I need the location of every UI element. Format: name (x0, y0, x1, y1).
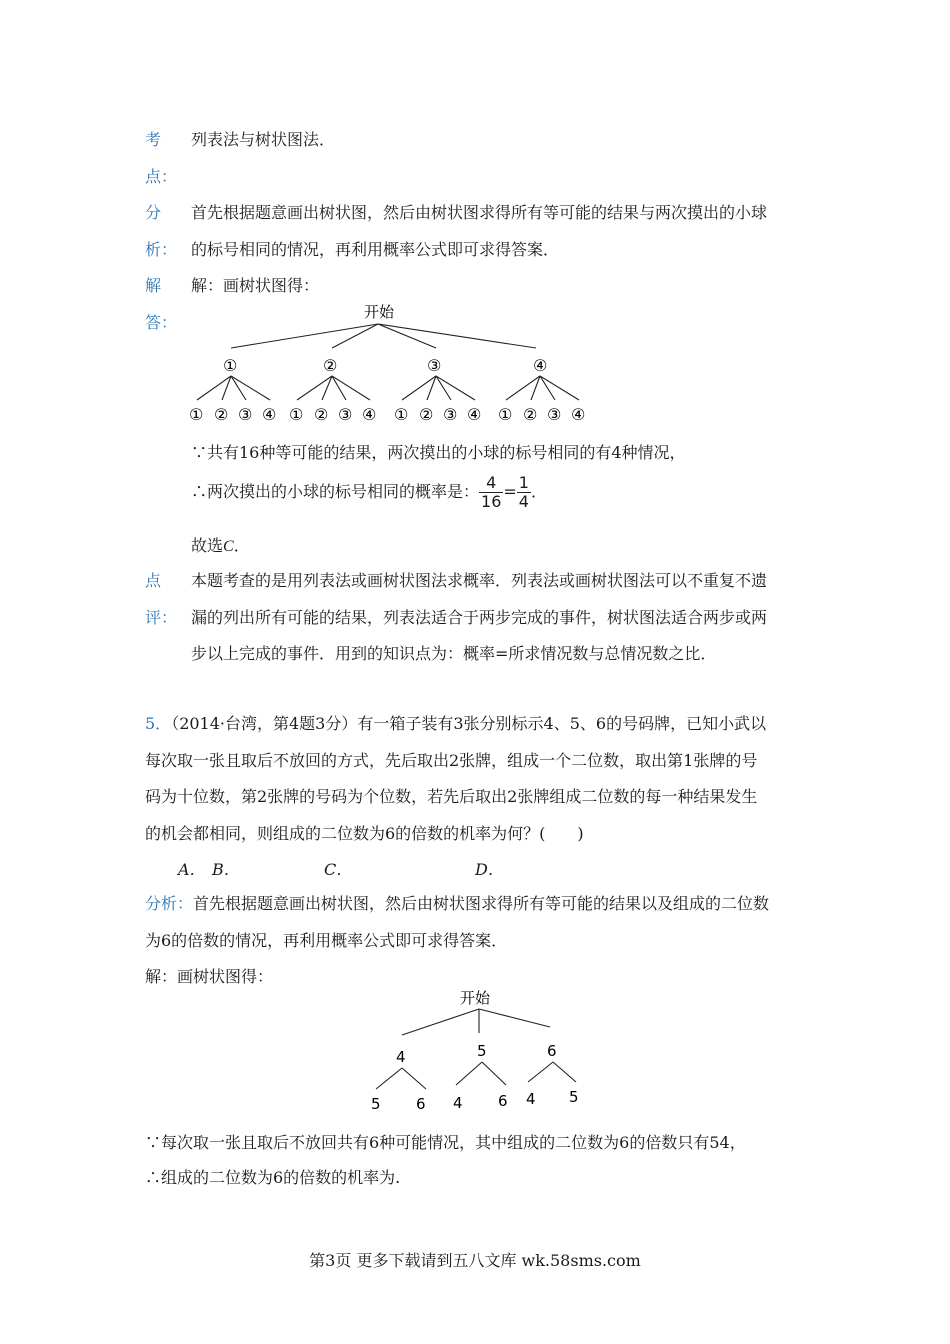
question5-therefore: ∴组成的二位数为6的倍数的机率为. (145, 1168, 401, 1187)
tree1-leaf: ③ (338, 405, 353, 424)
tree1-root: 开始 (364, 303, 395, 321)
tree-diagram-1 (180, 298, 600, 430)
tree1-leaf: ④ (362, 405, 377, 424)
tree1-leaf: ① (394, 405, 409, 424)
dianping-line-1: 本题考查的是用列表法或画树状图法求概率．列表法或画树状图法可以不重复不遗 (191, 571, 768, 590)
fenxi-line-1: 首先根据题意画出树状图，然后由树状图求得所有等可能的结果与两次摸出的小球 (191, 203, 768, 222)
tree1-leaf: ② (214, 405, 229, 424)
tree1-leaf: ④ (467, 405, 482, 424)
tree2-leaf: 5 (371, 1095, 381, 1113)
tree1-leaf: ④ (262, 405, 277, 424)
tree2-node-5: 5 (477, 1042, 487, 1060)
therefore-prefix: ∴两次摸出的小球的标号相同的概率是： (191, 482, 480, 501)
tree1-leaf: ③ (443, 405, 458, 424)
tree1-node-3: ③ (427, 356, 442, 375)
because-line: ∵共有16种等可能的结果，两次摸出的小球的标号相同的有4种情况， (191, 443, 686, 462)
tree1-leaf: ② (523, 405, 538, 424)
analysis-label: 分析： (145, 894, 194, 913)
fraction-numerator: 4 (479, 474, 503, 493)
dianping-label-2: 评： (145, 608, 178, 627)
tree1-leaf: ① (289, 405, 304, 424)
fraction-4-16 (479, 474, 503, 511)
fraction-numerator: 1 (518, 473, 529, 492)
fraction-1-4 (517, 474, 531, 511)
dianping-line-3: 步以上完成的事件．用到的知识点为：概率=所求情况数与总情况数之比． (191, 644, 717, 663)
tree2-leaf: 4 (526, 1090, 536, 1108)
analysis-line-1 (145, 891, 769, 914)
solution-line: 解：画树状图得： (145, 967, 274, 986)
tree2-root-branches (402, 1009, 550, 1035)
fenxi-label-1: 分 (145, 203, 162, 222)
jieda-label-1: 解 (145, 276, 162, 295)
option-b: B． (212, 860, 240, 879)
kaodian-text: 列表法与树状图法． (191, 130, 336, 149)
tree2-leaf: 6 (498, 1092, 508, 1110)
tree2-leaf: 4 (453, 1094, 463, 1112)
analysis-line-2: 为6的倍数的情况，再利用概率公式即可求得答案． (145, 931, 508, 950)
question5-because: ∵每次取一张且取后不放回共有6种可能情况，其中组成的二位数为6的倍数只有54， (145, 1133, 746, 1152)
tree2-node-4: 4 (396, 1048, 406, 1066)
kaodian-label-2: 点： (145, 167, 178, 186)
tree1-leaves (189, 405, 585, 424)
fenxi-label-2: 析： (145, 240, 178, 259)
option-a: A． (178, 860, 206, 879)
analysis-text-1: 首先根据题意画出树状图，然后由树状图求得所有等可能的结果以及组成的二位数 (193, 894, 770, 913)
tree2-leaf: 6 (416, 1095, 426, 1113)
tree1-root-branches (231, 324, 536, 348)
fraction-denominator: 4 (518, 492, 529, 511)
tree1-leaf-branches (197, 376, 579, 400)
fraction-denominator: 16 (481, 492, 502, 511)
tree1-node-2: ② (323, 356, 338, 375)
equals-sign: = (503, 482, 517, 501)
tree1-leaf: ③ (238, 405, 253, 424)
dianping-label-1: 点 (145, 571, 162, 590)
choice-line (191, 533, 250, 556)
question5-line-1 (145, 711, 766, 734)
choice-letter: C (223, 538, 234, 555)
tree1-leaf: ④ (571, 405, 586, 424)
jieda-intro: 解：画树状图得： (191, 276, 320, 295)
tree1-leaf: ① (189, 405, 204, 424)
tree1-leaf: ① (498, 405, 513, 424)
tree1-leaf: ③ (547, 405, 562, 424)
question-number: 5． (145, 714, 172, 733)
option-d: D． (475, 860, 504, 879)
tree2-root: 开始 (460, 989, 491, 1007)
question5-line-3: 码为十位数，第2张牌的号码为个位数，若先后取出2张牌组成二位数的每一种结果发生 (145, 787, 758, 806)
jieda-label-2: 答： (145, 313, 178, 332)
dianping-line-2: 漏的列出所有可能的结果，列表法适合于两步完成的事件，树状图法适合两步或两 (191, 608, 768, 627)
tree2-leaf: 5 (569, 1088, 579, 1106)
choice-period: ． (233, 536, 250, 555)
tree1-level1-nodes (223, 356, 547, 375)
tree1-node-1: ① (223, 356, 238, 375)
therefore-line (191, 474, 547, 511)
tree-diagram-2 (360, 985, 590, 1115)
fenxi-line-2: 的标号相同的情况，再利用概率公式即可求得答案． (191, 240, 560, 259)
question5-line-4: 的机会都相同，则组成的二位数为6的倍数的机率为何？( ) (145, 824, 584, 843)
question5-line-2: 每次取一张且取后不放回的方式，先后取出2张牌，组成一个二位数，取出第1张牌的号 (145, 751, 758, 770)
tree2-node-6: 6 (547, 1042, 557, 1060)
tree2-leaf-branches (376, 1062, 576, 1089)
page-footer: 第3页 更多下载请到五八文库 wk.58sms.com (309, 1251, 641, 1270)
kaodian-label-1: 考 (145, 130, 162, 149)
choice-prefix: 故选 (191, 536, 224, 555)
tree1-leaf: ② (419, 405, 434, 424)
tree1-node-4: ④ (533, 356, 548, 375)
tree1-leaf: ② (314, 405, 329, 424)
option-c: C． (324, 860, 353, 879)
period: ． (530, 482, 547, 501)
question5-text-1: （2014·台湾，第4题3分）有一箱子装有3张分别标示4、5、6的号码牌，已知小武以 (171, 714, 767, 733)
